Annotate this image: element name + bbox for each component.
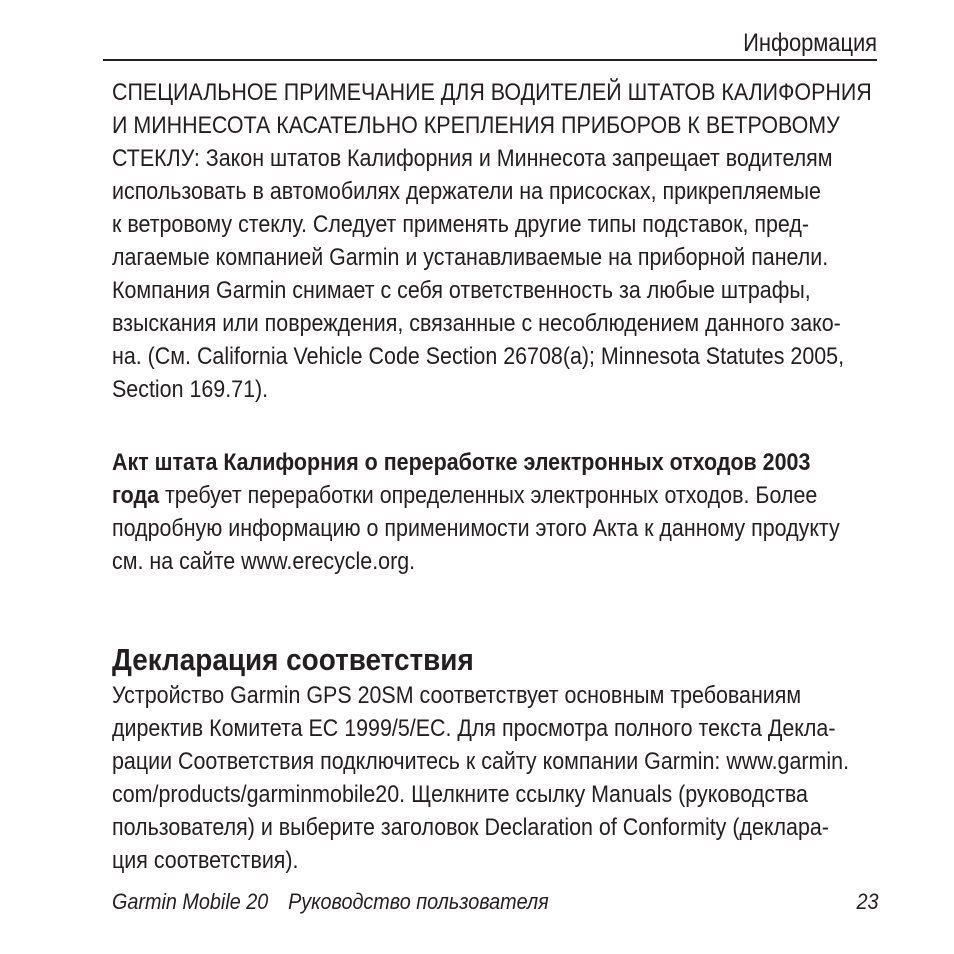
text-line: ция соответствия). — [112, 847, 299, 874]
paragraph-ewaste-act — [112, 446, 902, 578]
heading-text: Декларация соответствия — [112, 642, 474, 677]
text-line: на. (См. California Vehicle Code Section 26708(a); Minnesota Statutes 2005, — [112, 343, 845, 370]
page-footer — [112, 889, 878, 915]
text-line: рации Соответствия подключитесь к сайту компании Garmin: www.garmin. — [112, 748, 850, 775]
text-line: СТЕКЛУ: Закон штатов Калифорния и Миннесота запрещает водителям — [112, 145, 833, 172]
text-line: см. на сайте www.erecycle.org. — [112, 548, 416, 575]
paragraph-spacer — [112, 406, 902, 446]
text-line — [112, 446, 811, 479]
text-line: к ветровому стеклу. Следует применять другие типы подставок, пред- — [112, 211, 810, 238]
text-line: взыскания или повреждения, связанные с несоблюдением данного зако- — [112, 310, 841, 337]
bold-run: Акт штата Калифорния о переработке электронных отходов 2003 — [112, 449, 811, 476]
text-run: требует переработки определенных электронных отходов. Более — [158, 482, 818, 509]
header-title: Информация — [743, 29, 877, 57]
footer-caption — [112, 889, 549, 915]
page-header — [103, 28, 877, 61]
text-line: com/products/garminmobile20. Щелкните ссылку Manuals (руководства — [112, 781, 808, 808]
paragraph-windshield-notice — [112, 76, 902, 406]
heading-spacer — [112, 578, 902, 641]
text-line: использовать в автомобилях держатели на присосках, прикрепляемые — [112, 178, 821, 205]
page-content — [112, 76, 902, 877]
header-divider — [103, 59, 877, 61]
text-line — [112, 479, 818, 512]
text-line: Section 169.71). — [112, 376, 269, 403]
text-line: Компания Garmin снимает с себя ответственность за любые штрафы, — [112, 277, 811, 304]
footer-document-subtitle: Руководство пользователя — [288, 889, 549, 914]
text-line: директив Комитета ЕС 1999/5/EC. Для просмотра полного текста Декла- — [112, 715, 836, 742]
text-line: И МИННЕСОТА КАСАТЕЛЬНО КРЕПЛЕНИЯ ПРИБОРОВ К ВЕТРОВОМУ — [112, 112, 840, 139]
text-line: лагаемые компанией Garmin и устанавливаемые на приборной панели. — [112, 244, 829, 271]
text-line: Устройство Garmin GPS 20SM соответствует основным требованиям — [112, 682, 802, 709]
text-line: пользователя) и выберите заголовок Declaration of Conformity (деклара- — [112, 814, 829, 841]
footer-page-number: 23 — [855, 889, 878, 914]
paragraph-declaration-of-conformity — [112, 679, 902, 877]
section-heading-declaration-of-conformity — [112, 641, 902, 679]
bold-run: года — [112, 482, 159, 509]
text-line: СПЕЦИАЛЬНОЕ ПРИМЕЧАНИЕ ДЛЯ ВОДИТЕЛЕЙ ШТАТОВ КАЛИФОРНИЯ — [112, 79, 872, 106]
text-line: подробную информацию о применимости этого Акта к данному продукту — [112, 515, 840, 542]
footer-document-title: Garmin Mobile 20 — [112, 889, 269, 914]
